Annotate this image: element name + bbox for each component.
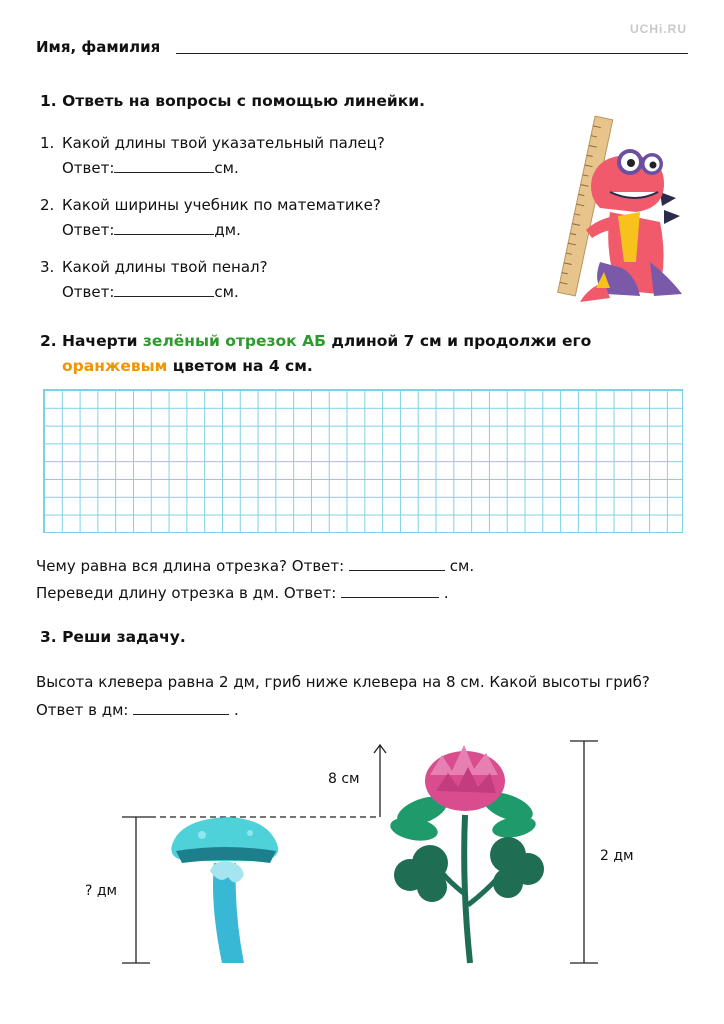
task2-title-part1: Начерти — [62, 332, 143, 350]
task2-question-2 — [36, 583, 449, 602]
question-text: Какой ширины учебник по математике? — [62, 196, 381, 214]
answer-blank[interactable] — [114, 282, 214, 297]
label-clover-height: 2 дм — [600, 848, 634, 864]
task1-question-1 — [40, 131, 385, 181]
task2-question-1-text: Чему равна вся длина отрезка? Ответ: — [36, 557, 345, 575]
answer-unit: дм. — [214, 221, 241, 239]
task2-title-part2: длиной 7 см и продолжи его — [325, 332, 592, 350]
arrow-up-icon — [374, 745, 386, 817]
label-8cm: 8 см — [328, 771, 360, 787]
answer-blank[interactable] — [349, 556, 445, 571]
question-number: 3. — [40, 258, 55, 276]
name-label: Имя, фамилия — [36, 38, 161, 56]
task3-answer-end: . — [234, 701, 239, 719]
answer-label: Ответ: — [62, 283, 115, 301]
name-field-line[interactable] — [176, 53, 688, 54]
task2-title — [40, 329, 591, 379]
task2-title-part3: цветом на 4 см. — [167, 357, 313, 375]
label-mushroom-height: ? дм — [85, 883, 118, 899]
task3-answer — [36, 700, 239, 719]
answer-blank[interactable] — [341, 583, 439, 598]
task2-title-orange: оранжевым — [62, 357, 168, 375]
task2-question-1 — [36, 556, 474, 575]
clover-icon — [388, 745, 544, 963]
task3-text: Высота клевера равна 2 дм, гриб ниже клевера на 8 см. Какой высоты гриб? — [36, 673, 650, 691]
task1-question-2 — [40, 193, 381, 243]
question-number: 2. — [40, 196, 55, 214]
answer-label: Ответ: — [62, 221, 115, 239]
answer-unit: см. — [214, 159, 239, 177]
drawing-grid[interactable] — [43, 389, 683, 533]
question-text: Какой длины твой пенал? — [62, 258, 268, 276]
task2-number: 2. — [40, 332, 57, 350]
task2-question-2-text: Переведи длину отрезка в дм. Ответ: — [36, 584, 337, 602]
task3-title: 3. Реши задачу. — [40, 628, 186, 646]
dinosaur-with-ruler-illustration — [540, 112, 690, 302]
task2-question-2-unit: . — [443, 584, 449, 602]
brand-logo: UCHi.RU — [630, 22, 687, 36]
task2-title-green: зелёный отрезок АБ — [142, 332, 326, 350]
answer-blank[interactable] — [114, 220, 214, 235]
mushroom-icon — [171, 817, 278, 963]
answer-blank[interactable] — [114, 158, 214, 173]
answer-label: Ответ: — [62, 159, 115, 177]
answer-blank[interactable] — [133, 700, 229, 715]
mushroom-clover-illustration — [85, 735, 634, 975]
task1-question-3 — [40, 255, 268, 305]
mushroom-measure-bar — [122, 817, 150, 963]
task1-title: 1. Ответь на вопросы с помощью линейки. — [40, 92, 426, 110]
answer-unit: см. — [214, 283, 239, 301]
task3-answer-label: Ответ в дм: — [36, 701, 129, 719]
question-number: 1. — [40, 134, 55, 152]
question-text: Какой длины твой указательный палец? — [62, 134, 385, 152]
clover-measure-bar — [570, 741, 598, 963]
task2-question-1-unit: см. — [449, 557, 475, 575]
